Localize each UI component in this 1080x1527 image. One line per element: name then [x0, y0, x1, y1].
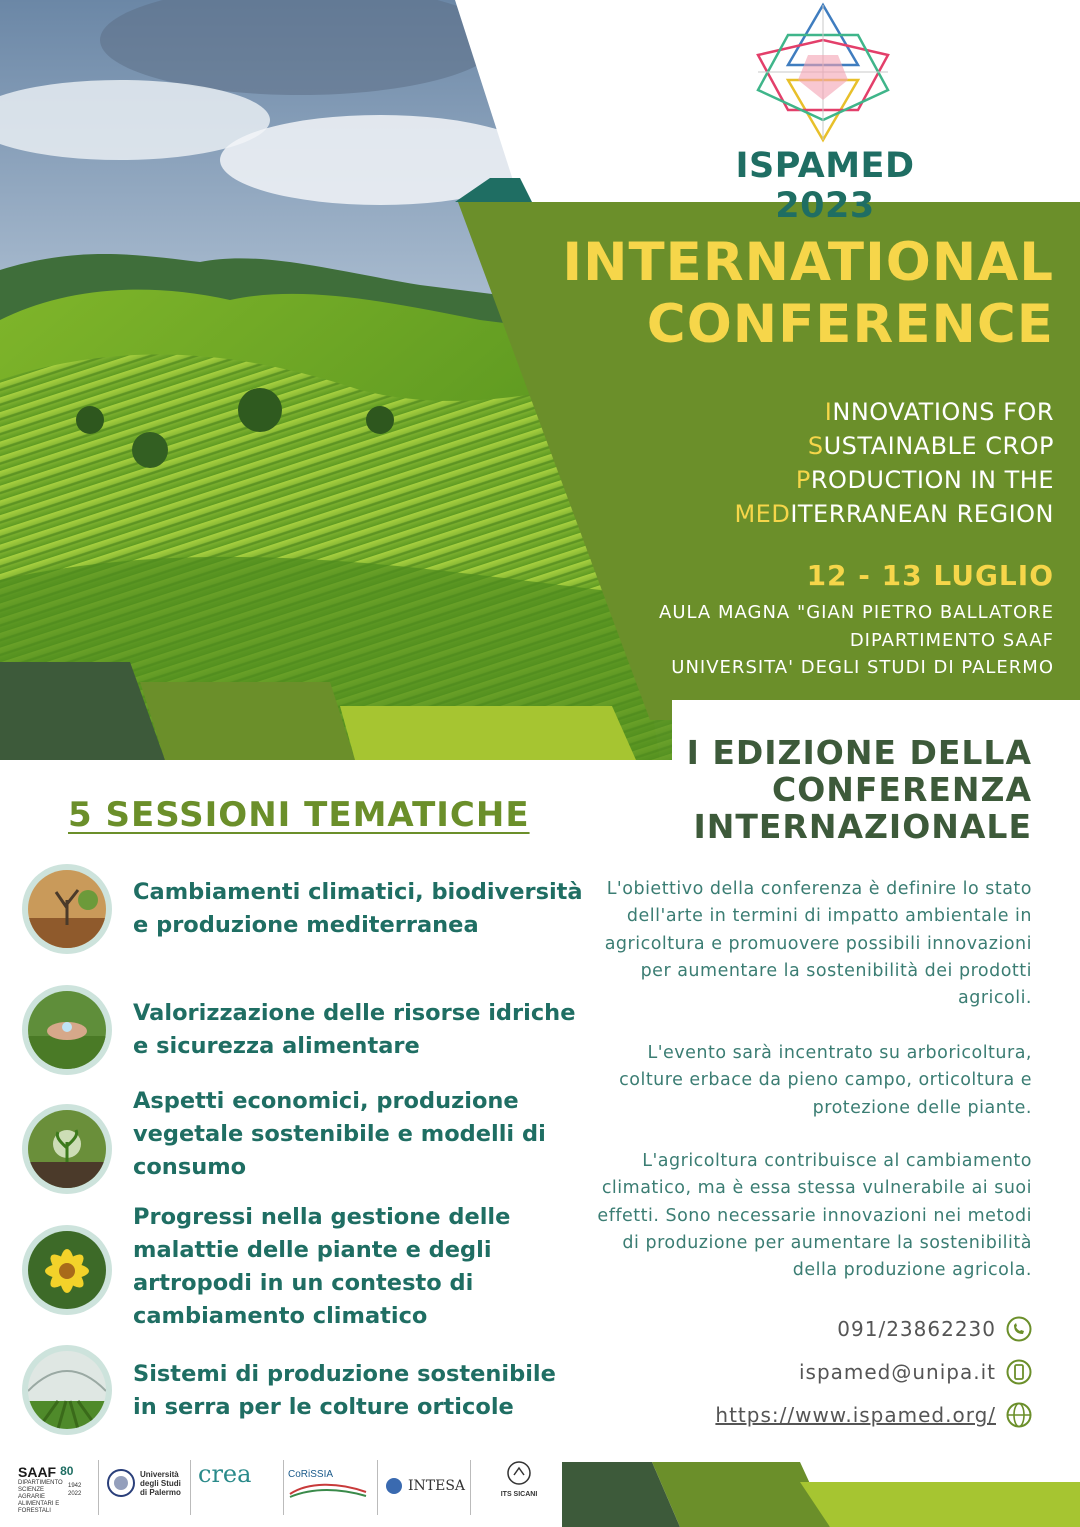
phone-text: 091/23862230 — [837, 1317, 996, 1341]
event-dates: 12 - 13 LUGLIO — [806, 559, 1054, 592]
edition-heading — [687, 734, 1032, 845]
intesa-globe-icon — [384, 1476, 404, 1496]
conference-title-line1: INTERNATIONAL — [562, 232, 1054, 293]
edition-line: CONFERENZA — [771, 770, 1032, 809]
session-label: Cambiamenti climatici, biodiversità e produzione mediterranea — [133, 879, 583, 938]
crea-logo: crea — [198, 1460, 252, 1488]
subtitle-line: INNOVATIONS FOR — [824, 398, 1054, 426]
session-label: Sistemi di produzione sostenibile in serra per le colture orticole — [133, 1361, 556, 1420]
subtitle-line: MEDITERRANEAN REGION — [734, 500, 1054, 528]
corissia-logo: CoRiSSIA — [288, 1464, 374, 1505]
session-item — [22, 985, 582, 1085]
description-paragraph: L'agricoltura contribuisce al cambiamento climatico, ma è essa stessa vulnerabile ai suoi effetti. Sono necessarie innovazioni nei metodi di produzione per aumentare la sostenibilità della produzione agricola. — [597, 1151, 1032, 1281]
event-venue — [659, 599, 1054, 682]
session-item — [22, 1345, 582, 1445]
sessions-title: 5 SESSIONI TEMATICHE — [68, 795, 530, 835]
conference-title-line2: CONFERENCE — [646, 294, 1054, 355]
session-label: Progressi nella gestione delle malattie delle piante e degli artropodi in un contesto di cambiamento climatico — [133, 1204, 511, 1329]
unipa-seal-icon — [106, 1468, 136, 1498]
partner-logos — [0, 1450, 560, 1527]
greenhouse-icon — [22, 1345, 112, 1435]
website-text: https://www.ispamed.org/ — [715, 1403, 996, 1427]
phone-icon — [1006, 1316, 1032, 1342]
seedling-bulb-icon — [22, 1104, 112, 1194]
conference-title — [562, 232, 1054, 356]
contact-email[interactable] — [799, 1359, 1032, 1385]
dry-tree-icon — [22, 864, 112, 954]
edition-line: INTERNAZIONALE — [693, 807, 1032, 846]
venue-line: AULA MAGNA "GIAN PIETRO BALLATORE — [659, 602, 1054, 623]
its-sicani-logo: ITS SICANI — [494, 1460, 544, 1498]
unipa-logo: Università degli Studi di Palermo — [106, 1468, 186, 1498]
edition-line: I EDIZIONE DELLA — [686, 733, 1032, 772]
session-item — [22, 1204, 582, 1329]
hands-water-icon — [22, 985, 112, 1075]
description-paragraph: L'obiettivo della conferenza è definire lo stato dell'arte in termini di impatto ambientale in agricoltura e promuovere possibili innovazioni per aumentare la sostenibilità dei prodotti agricoli. — [604, 879, 1032, 1009]
session-item — [22, 864, 582, 964]
globe-icon — [1006, 1402, 1032, 1428]
corissia-wave-icon — [288, 1482, 368, 1500]
saaf-logo: SAAF 80 DIPARTIMENTO SCIENZE AGRARIE ALIMENTARI E FORESTALI 1942 2022 — [18, 1464, 82, 1514]
description-paragraph: L'evento sarà incentrato su arboricoltura, colture erbace da pieno campo, orticoltura e protezione delle piante. — [619, 1043, 1032, 1118]
conference-subtitle — [734, 395, 1054, 531]
intesa-logo: INTESA — [384, 1476, 465, 1496]
bee-flower-icon — [22, 1225, 112, 1315]
its-sicani-emblem-icon — [506, 1460, 532, 1486]
mobile-icon — [1006, 1359, 1032, 1385]
subtitle-line: PRODUCTION IN THE — [795, 466, 1054, 494]
session-label: Aspetti economici, produzione vegetale sostenibile e modelli di consumo — [133, 1088, 546, 1180]
event-name: ISPAMED 2023 — [735, 146, 915, 226]
session-item — [22, 1088, 582, 1204]
contact-phone[interactable] — [837, 1316, 1032, 1342]
ispamed-star-logo — [748, 0, 898, 145]
session-label: Valorizzazione delle risorse idriche e sicurezza alimentare — [133, 1000, 576, 1059]
venue-line: UNIVERSITA' DEGLI STUDI DI PALERMO — [671, 657, 1054, 678]
venue-line: DIPARTIMENTO SAAF — [849, 629, 1054, 651]
contact-website-link[interactable] — [715, 1402, 1032, 1428]
subtitle-line: SUSTAINABLE CROP — [807, 432, 1054, 460]
email-text: ispamed@unipa.it — [798, 1360, 996, 1384]
